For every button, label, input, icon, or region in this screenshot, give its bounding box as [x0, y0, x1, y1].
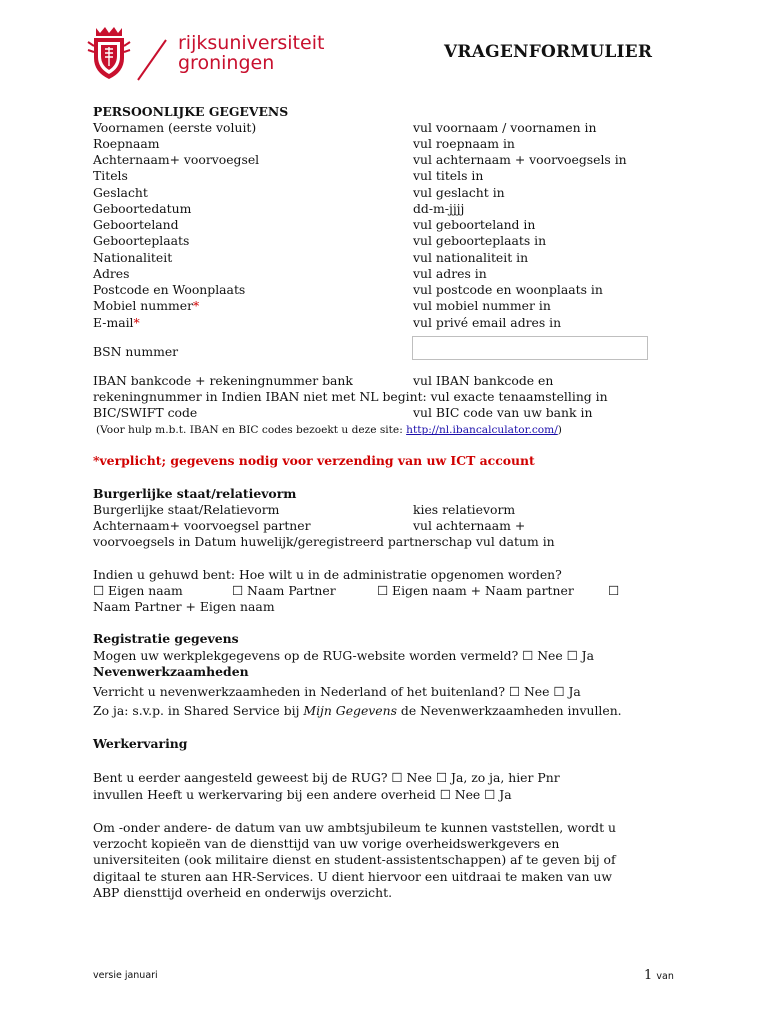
side-jobs-note	[93, 703, 622, 719]
field-nationality[interactable]: vul nationaliteit in	[413, 250, 529, 265]
paragraph-line: ABP diensttijd overheid en onderwijs overzicht.	[93, 884, 393, 900]
brand-line-1: rijksuniversiteit	[178, 32, 325, 54]
brand-wordmark	[178, 33, 324, 73]
side-jobs-question[interactable]: Verricht u nevenwerkzaamheden in Nederland of het buitenland? ☐ Nee ☐ Ja	[93, 684, 581, 699]
paragraph-line: universiteiten (ook militaire dienst en student-assistentschappen) af te geven bij of	[93, 852, 616, 868]
required-marker: *	[193, 298, 200, 313]
label-postcode-city: Postcode en Woonplaats	[93, 282, 246, 297]
required-note: *verplicht; gegevens nodig voor verzending van uw ICT account	[93, 453, 535, 468]
label-birth-country: Geboorteland	[93, 217, 179, 232]
option-partner-name[interactable]: ☐ Naam Partner	[232, 583, 336, 598]
website-consent-question[interactable]: Mogen uw werkplekgegevens op de RUG-website worden vermeld? ☐ Nee ☐ Ja	[93, 648, 595, 663]
label-email	[93, 315, 140, 331]
label-email-text: E-mail	[93, 315, 134, 330]
label-first-names: Voornamen (eerste voluit)	[93, 120, 257, 135]
field-iban[interactable]: vul IBAN bankcode en	[413, 373, 554, 388]
field-titles[interactable]: vul titels in	[413, 168, 484, 183]
label-mobile	[93, 298, 199, 314]
name-usage-question: Indien u gehuwd bent: Hoe wilt u in de administratie opgenomen worden?	[93, 567, 562, 582]
field-partner-surname[interactable]: vul achternaam +	[413, 518, 526, 533]
government-experience-question[interactable]: invullen Heeft u werkervaring bij een andere overheid ☐ Nee ☐ Ja	[93, 787, 512, 802]
version-label: versie januari	[93, 970, 158, 981]
label-mobile-text: Mobiel nummer	[93, 298, 193, 313]
label-partner-surname: Achternaam+ voorvoegsel partner	[93, 518, 311, 533]
iban-help	[96, 422, 562, 438]
iban-calculator-link[interactable]: http://nl.ibancalculator.com/	[406, 424, 558, 436]
paragraph-line: verzocht kopieën van de diensttijd van uw vorige overheidswerkgevers en	[93, 836, 560, 852]
field-mobile[interactable]: vul mobiel nummer in	[413, 298, 551, 313]
field-callname[interactable]: vul roepnaam in	[413, 136, 515, 151]
side-jobs-note-suffix: de Nevenwerkzaamheden invullen.	[396, 703, 622, 718]
my-details-text: Mijn Gegevens	[303, 703, 397, 718]
label-bsn: BSN nummer	[93, 344, 179, 359]
field-birth-country[interactable]: vul geboorteland in	[413, 217, 536, 232]
field-gender[interactable]: vul geslacht in	[413, 185, 505, 200]
iban-help-suffix: )	[557, 424, 562, 436]
field-first-names[interactable]: vul voornaam / voornamen in	[413, 120, 597, 135]
brand-line-2: groningen	[178, 52, 275, 74]
side-jobs-note-prefix: Zo ja: s.v.p. in Shared Service bij	[93, 703, 304, 718]
iban-help-prefix: (Voor hulp m.b.t. IBAN en BIC codes bezoekt u deze site:	[96, 424, 407, 436]
paragraph-line: Om -onder andere- de datum van uw ambtsjubileum te kunnen vaststellen, wordt u	[93, 820, 616, 835]
page-current: 1	[644, 968, 653, 983]
side-jobs-heading: Nevenwerkzaamheden	[93, 664, 249, 679]
civil-heading: Burgerlijke staat/relatievorm	[93, 486, 297, 501]
rug-employment-question[interactable]: Bent u eerder aangesteld geweest bij de RUG? ☐ Nee ☐ Ja, zo ja, hier Pnr	[93, 770, 560, 785]
field-bic[interactable]: vul BIC code van uw bank in	[413, 405, 593, 420]
required-marker: *	[133, 315, 140, 330]
personal-heading: PERSOONLIJKE GEGEVENS	[93, 104, 289, 119]
label-gender: Geslacht	[93, 185, 148, 200]
label-birthdate: Geboortedatum	[93, 201, 192, 216]
seal-icon	[88, 27, 130, 79]
page-number	[644, 968, 674, 983]
field-relationship[interactable]: kies relatievorm	[413, 502, 516, 517]
partner-continuation: voorvoegsels in Datum huwelijk/geregistreerd partnerschap vul datum in	[93, 534, 555, 549]
label-address: Adres	[93, 266, 130, 281]
service-time-paragraph	[93, 820, 653, 901]
bsn-input[interactable]	[412, 336, 648, 360]
label-surname: Achternaam+ voorvoegsel	[93, 152, 260, 167]
form-title: VRAGENFORMULIER	[444, 42, 653, 62]
field-birthplace[interactable]: vul geboorteplaats in	[413, 233, 547, 248]
iban-continuation: rekeningnummer in Indien IBAN niet met NL begint: vul exacte tenaamstelling in	[93, 389, 608, 404]
paragraph-line: digitaal te sturen aan HR-Services. U dient hiervoor een uitdraai te maken van uw	[93, 868, 612, 884]
label-titles: Titels	[93, 168, 128, 183]
label-nationality: Nationaliteit	[93, 250, 173, 265]
label-callname: Roepnaam	[93, 136, 160, 151]
registration-heading: Registratie gegevens	[93, 631, 239, 646]
field-birthdate[interactable]: dd-m-jjjj	[413, 201, 465, 216]
field-email[interactable]: vul privé email adres in	[413, 315, 562, 330]
option-own-plus-partner[interactable]: ☐ Eigen naam + Naam partner	[377, 583, 574, 598]
field-postcode-city[interactable]: vul postcode en woonplaats in	[413, 282, 603, 297]
field-surname[interactable]: vul achternaam + voorvoegsels in	[413, 152, 627, 167]
option-partner-plus-own-checkbox[interactable]: ☐	[608, 583, 620, 598]
label-iban: IBAN bankcode + rekeningnummer bank	[93, 373, 353, 388]
page-of: van	[656, 971, 674, 982]
field-address[interactable]: vul adres in	[413, 266, 487, 281]
university-logo	[86, 24, 168, 82]
label-birthplace: Geboorteplaats	[93, 233, 190, 248]
label-relationship: Burgerlijke staat/Relatievorm	[93, 502, 280, 517]
option-own-name[interactable]: ☐ Eigen naam	[93, 583, 183, 598]
experience-heading: Werkervaring	[93, 736, 188, 751]
logo-slash	[138, 40, 166, 80]
option-partner-plus-own-label: Naam Partner + Eigen naam	[93, 599, 275, 614]
label-bic: BIC/SWIFT code	[93, 405, 198, 420]
